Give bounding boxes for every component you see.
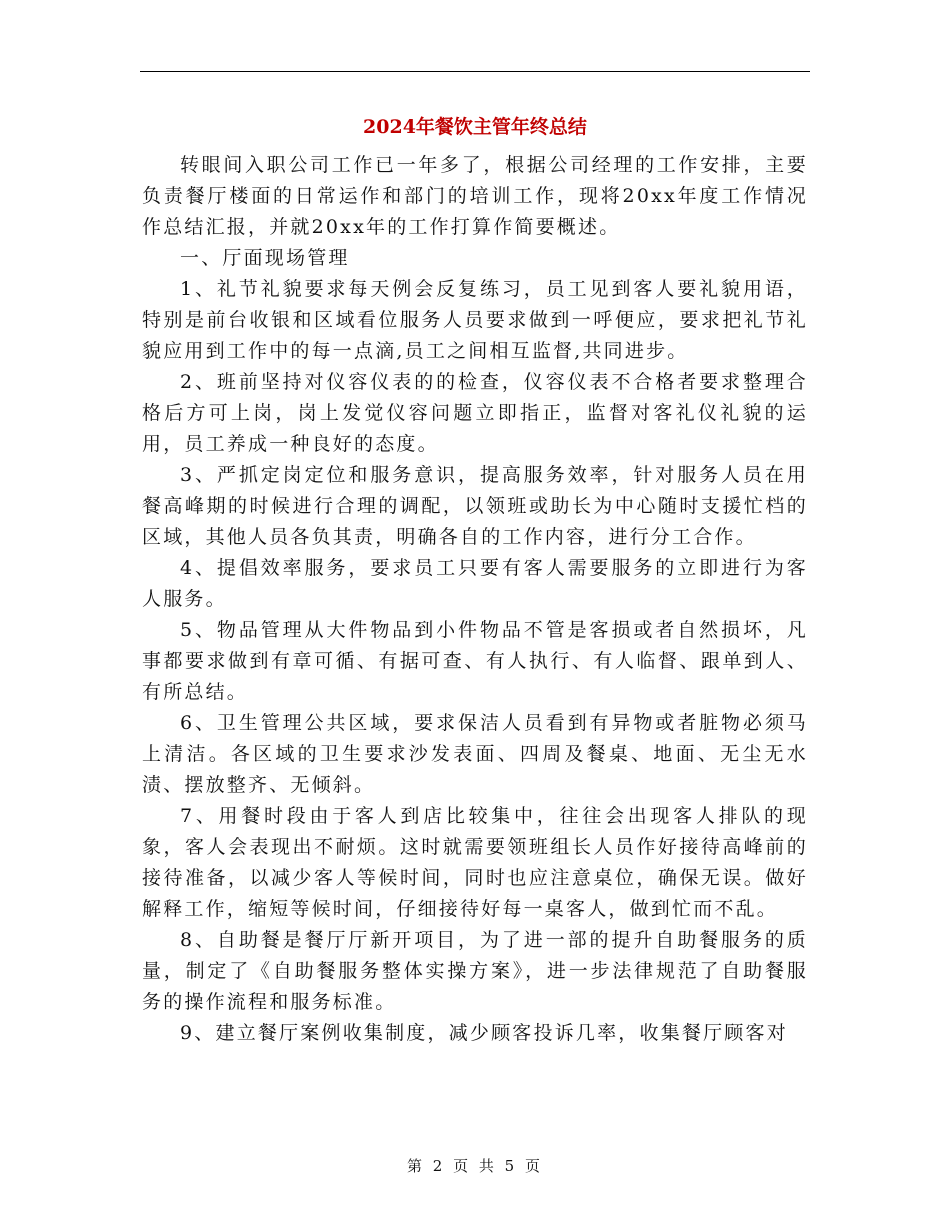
header-rule [140,71,810,72]
paragraph-item-2: 2、班前坚持对仪容仪表的的检查，仪容仪表不合格者要求整理合格后方可上岗，岗上发觉仪容问题立即指正，监督对客礼仪礼貌的运用，员工养成一种良好的态度。 [142,371,808,455]
paragraph-item-9: 9、建立餐厅案例收集制度，减少顾客投诉几率，收集餐厅顾客对 [180,1022,788,1044]
paragraph-intro: 转眼间入职公司工作已一年多了，根据公司经理的工作安排，主要负责餐厅楼面的日常运作和部门的培训工作，现将20xx年度工作情况作总结汇报，并就20xx年的工作打算作简要概述。 [142,154,808,238]
page-footer: 第 2 页 共 5 页 [407,1157,543,1175]
section-heading: 一、厅面现场管理 [180,247,350,269]
paragraph-item-8: 8、自助餐是餐厅厅新开项目，为了进一部的提升自助餐服务的质量，制定了《自助餐服务整体实操方案》，进一步法律规范了自助餐服务的操作流程和服务标准。 [142,929,808,1013]
paragraph-item-3: 3、严抓定岗定位和服务意识，提高服务效率，针对服务人员在用餐高峰期的时候进行合理的调配，以领班或助长为中心随时支援忙档的区域，其他人员各负其责，明确各自的工作内容，进行分工合作。 [142,464,808,548]
paragraph-item-7: 7、用餐时段由于客人到店比较集中，往往会出现客人排队的现象，客人会表现出不耐烦。这时就需要领班组长人员作好接待高峰前的接待准备，以减少客人等候时间，同时也应注意桌位，确保无误。做好解释工作，缩短等候时间，仔细接待好每一桌客人，做到忙而不乱。 [142,805,808,920]
document-title: 2024年餐饮主管年终总结 [363,116,587,138]
paragraph-item-5: 5、物品管理从大件物品到小件物品不管是客损或者自然损坏，凡事都要求做到有章可循、有据可查、有人执行、有人临督、跟单到人、有所总结。 [142,619,808,703]
paragraph-item-1: 1、礼节礼貌要求每天例会反复练习，员工见到客人要礼貌用语，特别是前台收银和区域看位服务人员要求做到一呼便应，要求把礼节礼貌应用到工作中的每一点滴,员工之间相互监督,共同进步。 [142,278,808,362]
document-body [142,150,808,1049]
paragraph-item-6: 6、卫生管理公共区域，要求保洁人员看到有异物或者脏物必须马上清洁。各区域的卫生要求沙发表面、四周及餐桌、地面、无尘无水渍、摆放整齐、无倾斜。 [142,712,808,796]
paragraph-item-4: 4、提倡效率服务，要求员工只要有客人需要服务的立即进行为客人服务。 [142,557,808,610]
